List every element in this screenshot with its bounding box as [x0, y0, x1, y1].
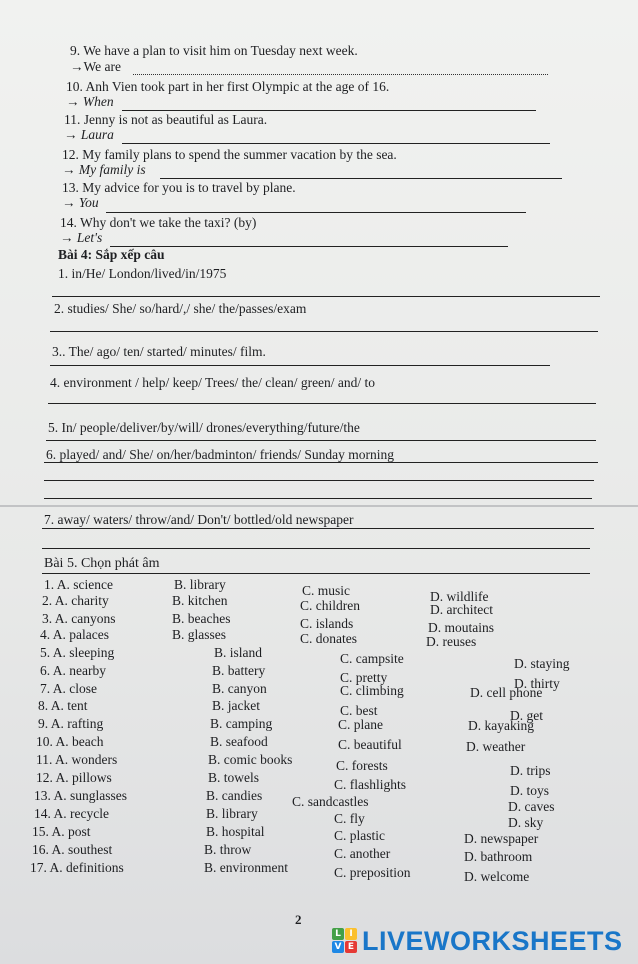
answer-line[interactable]: [52, 296, 600, 297]
ex5-item-2-option-c: C. children: [300, 598, 360, 613]
ex5-item-10-option-c: C. beautiful: [338, 737, 402, 752]
ex5-item-14-option-b: B. library: [206, 806, 258, 821]
ex5-item-7-option-a: 7. A. close: [40, 681, 97, 696]
ex4-item-4: 4. environment / help/ keep/ Trees/ the/ clean/ green/ and/ to: [50, 375, 376, 390]
ex5-item-6-option-a: 6. A. nearby: [40, 663, 106, 678]
ex5-item-8-option-d: D. get: [510, 708, 543, 723]
answer-line[interactable]: [50, 331, 598, 332]
answer-line[interactable]: [50, 365, 550, 366]
ex3-item-9-prompt: 9. We have a plan to visit him on Tuesday next week.: [70, 43, 358, 58]
liveworksheets-brand: [332, 924, 623, 958]
exercise4-title: Bài 4: Sắp xếp câu: [58, 247, 165, 262]
ex5-item-6-option-b: B. battery: [212, 663, 266, 678]
ex5-item-13-option-c: C. sandcastles: [292, 794, 369, 809]
answer-line[interactable]: [46, 440, 596, 441]
ex4-item-2: 2. studies/ She/ so/hard/,/ she/ the/passes/exam: [54, 301, 307, 316]
ex5-item-14-option-a: 14. A. recycle: [34, 806, 109, 821]
page-number: 2: [295, 912, 302, 927]
ex3-item-14-prompt: 14. Why don't we take the taxi? (by): [60, 215, 257, 230]
ex5-item-17-option-a: 17. A. definitions: [30, 860, 124, 875]
ex5-item-9-option-a: 9. A. rafting: [38, 716, 104, 731]
answer-line[interactable]: [42, 548, 590, 549]
ex5-item-3-option-a: 3. A. canyons: [42, 611, 116, 626]
ex5-item-3-option-d: D. moutains: [428, 620, 494, 635]
ex5-item-7-option-b: B. canyon: [212, 681, 267, 696]
ex5-item-16-option-c: C. another: [334, 846, 391, 861]
ex5-item-15-option-c: C. plastic: [334, 828, 385, 843]
answer-line[interactable]: [122, 143, 550, 144]
ex3-item-13-cue: → You: [62, 195, 99, 210]
ex5-item-9-option-d: D. kayaking: [468, 718, 534, 733]
ex5-item-5-option-d: D. staying: [514, 656, 570, 671]
ex5-item-4-option-b: B. glasses: [172, 627, 226, 642]
ex5-item-15-option-b: B. hospital: [206, 824, 265, 839]
ex5-item-13-option-a: 13. A. sunglasses: [34, 788, 128, 803]
ex5-item-7-option-c: C. climbing: [340, 683, 404, 698]
ex5-item-2-option-b: B. kitchen: [172, 593, 228, 608]
ex5-item-9-option-c: C. plane: [338, 717, 383, 732]
ex4-item-1: 1. in/He/ London/lived/in/1975: [58, 266, 227, 281]
ex5-item-1-option-b: B. library: [174, 577, 226, 592]
ex5-item-2-option-d: D. architect: [430, 602, 493, 617]
answer-line[interactable]: [42, 528, 594, 529]
ex5-item-4-option-d: D. reuses: [426, 634, 477, 649]
ex5-item-17-option-d: D. welcome: [464, 869, 530, 884]
ex5-item-13-option-b: B. candies: [206, 788, 263, 803]
ex5-item-1-option-c: C. music: [302, 583, 351, 598]
ex5-item-14-option-d: D. sky: [508, 815, 544, 830]
ex5-item-1-option-d: D. wildlife: [430, 589, 489, 604]
ex5-item-16-option-a: 16. A. southest: [32, 842, 113, 857]
ex5-item-7-option-d: D. cell phone: [470, 685, 543, 700]
answer-line[interactable]: [160, 178, 562, 179]
ex3-item-10-prompt: 10. Anh Vien took part in her first Olympic at the age of 16.: [66, 79, 390, 94]
ex5-item-11-option-a: 11. A. wonders: [36, 752, 118, 767]
ex4-item-6: 6. played/ and/ She/ on/her/badminton/ friends/ Sunday morning: [46, 447, 394, 462]
ex5-item-17-option-c: C. preposition: [334, 865, 411, 880]
ex5-item-5-option-c: C. campsite: [340, 651, 404, 666]
ex5-item-4-option-c: C. donates: [300, 631, 357, 646]
answer-line[interactable]: [44, 462, 598, 463]
ex5-item-12-option-b: B. towels: [208, 770, 260, 785]
ex5-item-16-option-b: B. throw: [204, 842, 252, 857]
section-divider: [42, 573, 590, 574]
answer-line[interactable]: [133, 74, 548, 75]
ex4-item-3: 3.. The/ ago/ ten/ started/ minutes/ film.: [52, 344, 266, 359]
ex5-item-15-option-a: 15. A. post: [32, 824, 91, 839]
ex5-item-3-option-b: B. beaches: [172, 611, 231, 626]
ex5-item-11-option-d: D. trips: [510, 763, 551, 778]
ex4-item-7: 7. away/ waters/ throw/and/ Don't/ bottled/old newspaper: [44, 512, 354, 527]
ex5-item-2-option-a: 2. A. charity: [42, 593, 109, 608]
ex5-item-10-option-d: D. weather: [466, 739, 526, 754]
answer-line[interactable]: [106, 212, 526, 213]
ex5-item-13-option-d: D. caves: [508, 799, 555, 814]
ex3-item-11-cue: → Laura: [64, 127, 114, 142]
ex5-item-3-option-c: C. islands: [300, 616, 354, 631]
ex5-item-5-option-a: 5. A. sleeping: [40, 645, 115, 660]
paper-fold: [0, 505, 638, 507]
answer-line[interactable]: [110, 246, 508, 247]
answer-line[interactable]: [44, 498, 592, 499]
ex3-item-10-cue: → When: [66, 94, 114, 109]
ex5-item-8-option-a: 8. A. tent: [38, 698, 88, 713]
ex5-item-12-option-d: D. toys: [510, 783, 550, 798]
exercise5-title: Bài 5. Chọn phát âm: [44, 556, 160, 571]
ex3-item-14-cue: → Let's: [60, 230, 103, 245]
ex5-item-11-option-c: C. forests: [336, 758, 388, 773]
liveworksheets-logo-icon: L I V E: [332, 928, 358, 954]
ex5-item-14-option-c: C. fly: [334, 811, 365, 826]
ex5-item-12-option-c: C. flashlights: [334, 777, 407, 792]
ex3-item-11-prompt: 11. Jenny is not as beautiful as Laura.: [64, 112, 268, 127]
ex5-item-8-option-c: C. best: [340, 703, 378, 718]
ex5-item-15-option-d: D. newspaper: [464, 831, 539, 846]
ex5-item-4-option-a: 4. A. palaces: [40, 627, 109, 642]
brand-name: LIVEWORKSHEETS: [362, 925, 623, 956]
answer-line[interactable]: [122, 110, 536, 111]
ex5-item-16-option-d: D. bathroom: [464, 849, 533, 864]
ex3-item-9-cue: →We are: [70, 59, 122, 74]
ex5-item-6-option-d: D. thirty: [514, 676, 560, 691]
ex5-item-8-option-b: B. jacket: [212, 698, 260, 713]
ex5-item-5-option-b: B. island: [214, 645, 263, 660]
answer-line[interactable]: [48, 403, 596, 404]
ex5-item-17-option-b: B. environment: [204, 860, 288, 875]
ex5-item-11-option-b: B. comic books: [208, 752, 293, 767]
ex5-item-6-option-c: C. pretty: [340, 670, 388, 685]
ex3-item-12-cue: → My family is: [62, 162, 146, 177]
ex5-item-10-option-b: B. seafood: [210, 734, 268, 749]
ex5-item-9-option-b: B. camping: [210, 716, 273, 731]
ex3-item-13-prompt: 13. My advice for you is to travel by plane.: [62, 180, 296, 195]
ex4-item-5: 5. In/ people/deliver/by/will/ drones/everything/future/the: [48, 420, 360, 435]
ex3-item-12-prompt: 12. My family plans to spend the summer vacation by the sea.: [62, 147, 397, 162]
ex5-item-12-option-a: 12. A. pillows: [36, 770, 112, 785]
ex5-item-1-option-a: 1. A. science: [44, 577, 113, 592]
answer-line[interactable]: [44, 480, 594, 481]
ex5-item-10-option-a: 10. A. beach: [36, 734, 104, 749]
